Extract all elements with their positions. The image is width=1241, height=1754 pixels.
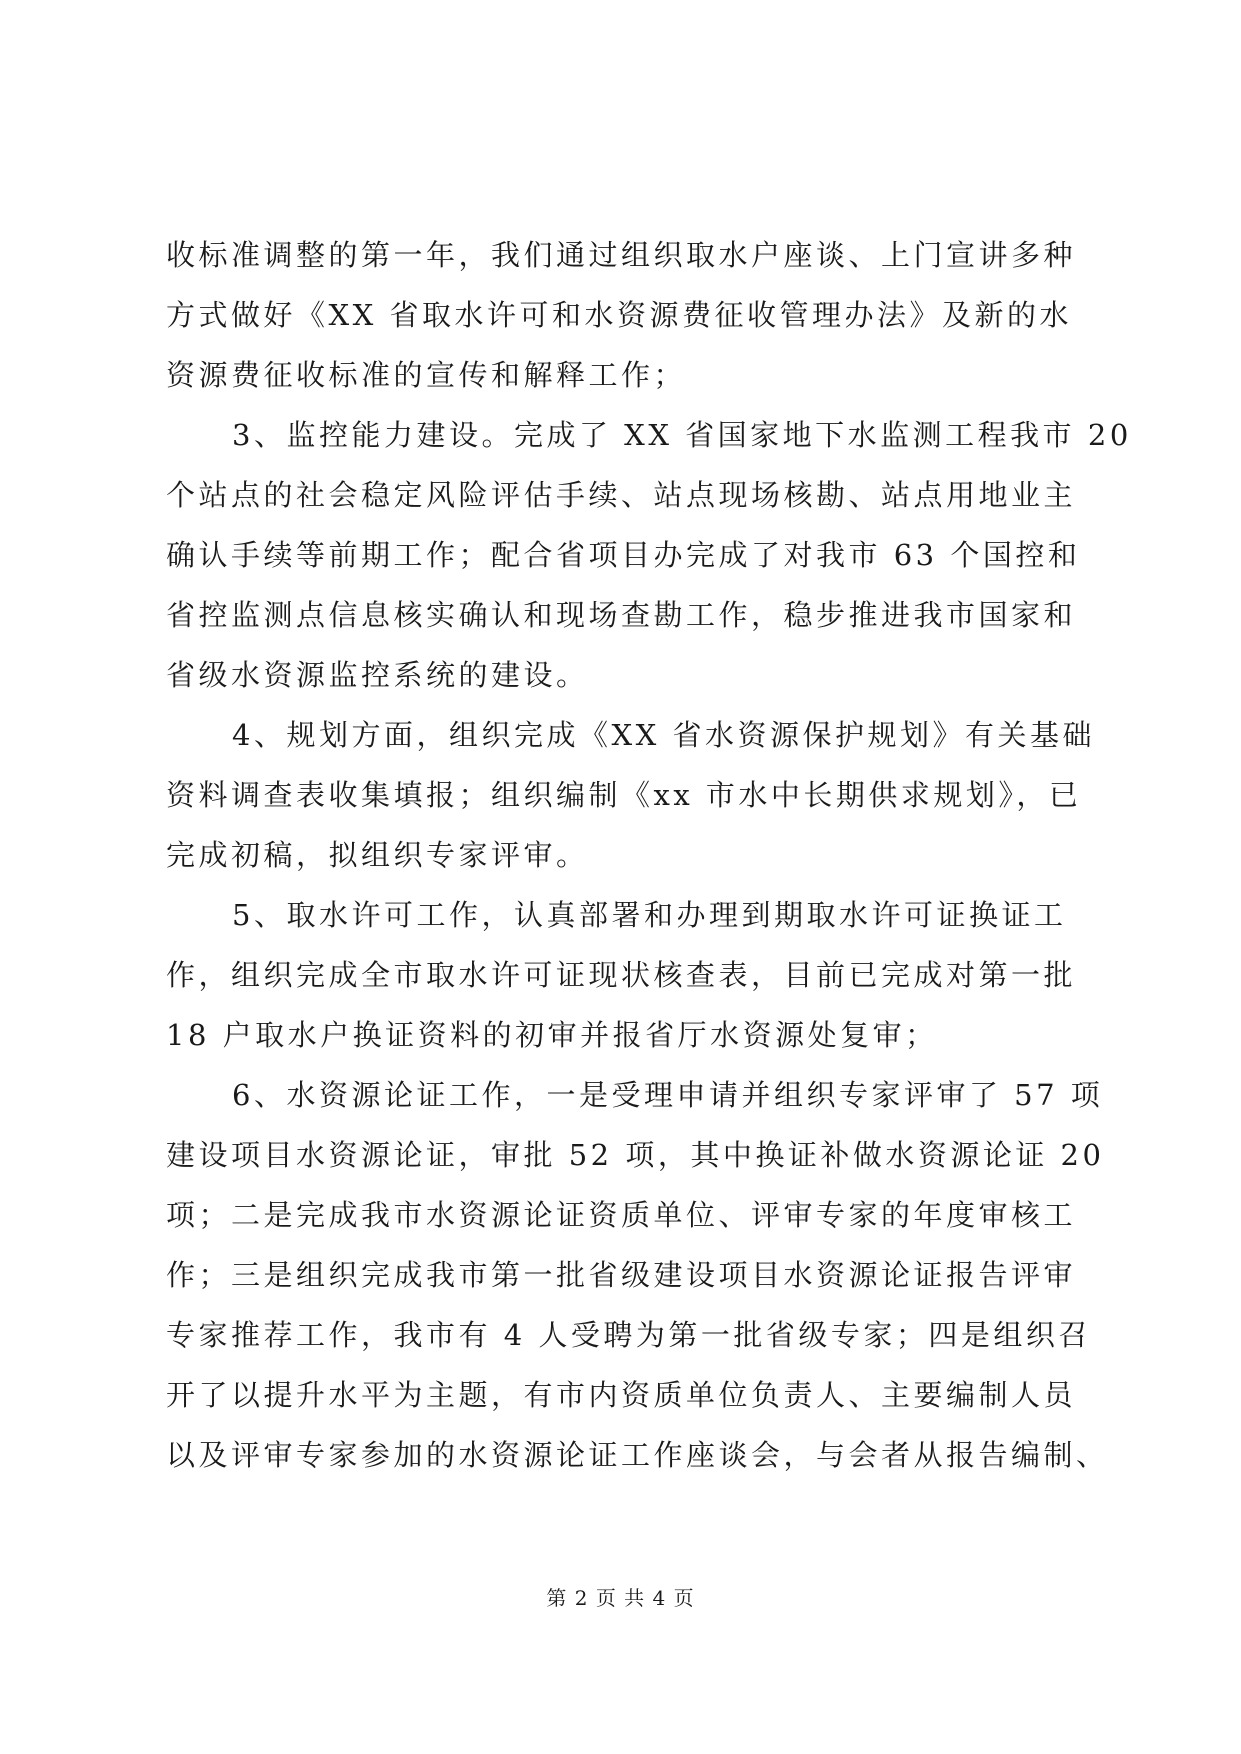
text-line: 完成初稿，拟组织专家评审。: [166, 838, 589, 872]
text-line: 项；二是完成我市水资源论证资质单位、评审专家的年度审核工: [166, 1198, 1077, 1232]
text-line: 作，组织完成全市取水许可证现状核查表，目前已完成对第一批: [166, 958, 1077, 992]
paragraph-start-line: 6、水资源论证工作，一是受理申请并组织专家评审了 57 项: [232, 1078, 1104, 1112]
text-line: 资料调查表收集填报；组织编制《xx 市水中长期供求规划》，已: [166, 778, 1082, 812]
text-line: 以及评审专家参加的水资源论证工作座谈会，与会者从报告编制、: [166, 1438, 1109, 1472]
document-body: [166, 225, 1132, 1485]
text-line: 方式做好《XX 省取水许可和水资源费征收管理办法》及新的水: [166, 298, 1073, 332]
text-line: 省控监测点信息核实确认和现场查勘工作，稳步推进我市国家和: [166, 598, 1077, 632]
paragraph-start-line: 5、取水许可工作，认真部署和办理到期取水许可证换证工: [232, 898, 1067, 932]
text-line: 资源费征收标准的宣传和解释工作；: [166, 358, 687, 392]
paragraph-start-line: 3、监控能力建设。完成了 XX 省国家地下水监测工程我市 20: [232, 418, 1132, 452]
text-line: 省级水资源监控系统的建设。: [166, 658, 589, 692]
text-line: 收标准调整的第一年，我们通过组织取水户座谈、上门宣讲多种: [166, 238, 1077, 272]
text-line: 18 户取水户换证资料的初审并报省厅水资源处复审；: [166, 1018, 938, 1052]
text-line: 开了以提升水平为主题，有市内资质单位负责人、主要编制人员: [166, 1378, 1077, 1412]
text-line: 专家推荐工作，我市有 4 人受聘为第一批省级专家；四是组织召: [166, 1318, 1091, 1352]
page-number-footer: 第 2 页 共 4 页: [546, 1586, 695, 1610]
text-line: 个站点的社会稳定风险评估手续、站点现场核勘、站点用地业主: [166, 478, 1077, 512]
paragraph-start-line: 4、规划方面，组织完成《XX 省水资源保护规划》有关基础: [232, 718, 1095, 752]
text-line: 作；三是组织完成我市第一批省级建设项目水资源论证报告评审: [166, 1258, 1077, 1292]
text-line: 建设项目水资源论证，审批 52 项，其中换证补做水资源论证 20: [166, 1138, 1105, 1172]
text-line: 确认手续等前期工作；配合省项目办完成了对我市 63 个国控和: [166, 538, 1081, 572]
